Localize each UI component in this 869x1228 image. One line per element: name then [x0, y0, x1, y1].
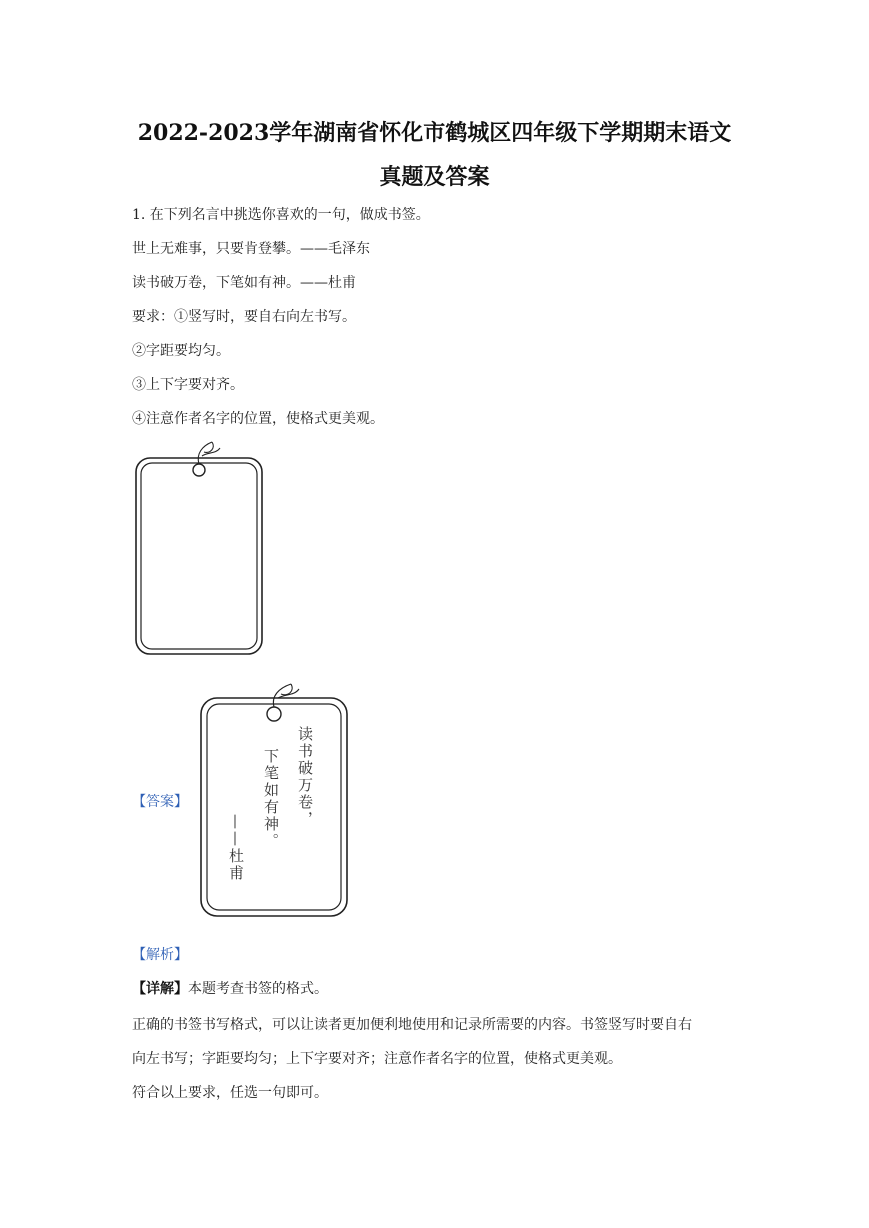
analysis-label: 【解析】 — [132, 947, 188, 963]
bookmark-column-1: 读书破万卷， — [296, 726, 314, 828]
explanation-para-2: 向左书写；字距要均匀；上下字要对齐；注意作者名字的位置，使格式更美观。 — [132, 1051, 622, 1067]
bookmark-column-2: 下笔如有神。 — [262, 748, 280, 850]
quote-1: 世上无难事，只要肯登攀。——毛泽东 — [132, 241, 370, 257]
explanation-para-3: 符合以上要求，任选一句即可。 — [132, 1085, 328, 1101]
detail-line — [132, 978, 328, 998]
detail-text: 本题考查书签的格式。 — [188, 981, 328, 997]
doc-title-line2: 真题及答案 — [379, 164, 490, 190]
requirement-3: ③上下字要对齐。 — [132, 377, 244, 393]
quote-2: 读书破万卷，下笔如有神。——杜甫 — [132, 275, 356, 291]
requirement-4: ④注意作者名字的位置，使格式更美观。 — [132, 411, 384, 427]
requirement-2: ②字距要均匀。 — [132, 343, 230, 359]
bookmark-author: ——杜甫 — [227, 814, 245, 882]
doc-title-line1: 2022-2023学年湖南省怀化市鹤城区四年级下学期期末语文 — [137, 120, 732, 146]
explanation-para-1: 正确的书签书写格式，可以让读者更加便利地使用和记录所需要的内容。书签竖写时要自右 — [132, 1017, 692, 1033]
question-1-text: 1. 在下列名言中挑选你喜欢的一句，做成书签。 — [132, 207, 430, 223]
empty-bookmark-illustration — [130, 436, 270, 660]
detail-label: 【详解】 — [132, 981, 188, 997]
requirement-1: 要求：①竖写时，要自右向左书写。 — [132, 309, 356, 325]
answer-label: 【答案】 — [132, 794, 188, 810]
